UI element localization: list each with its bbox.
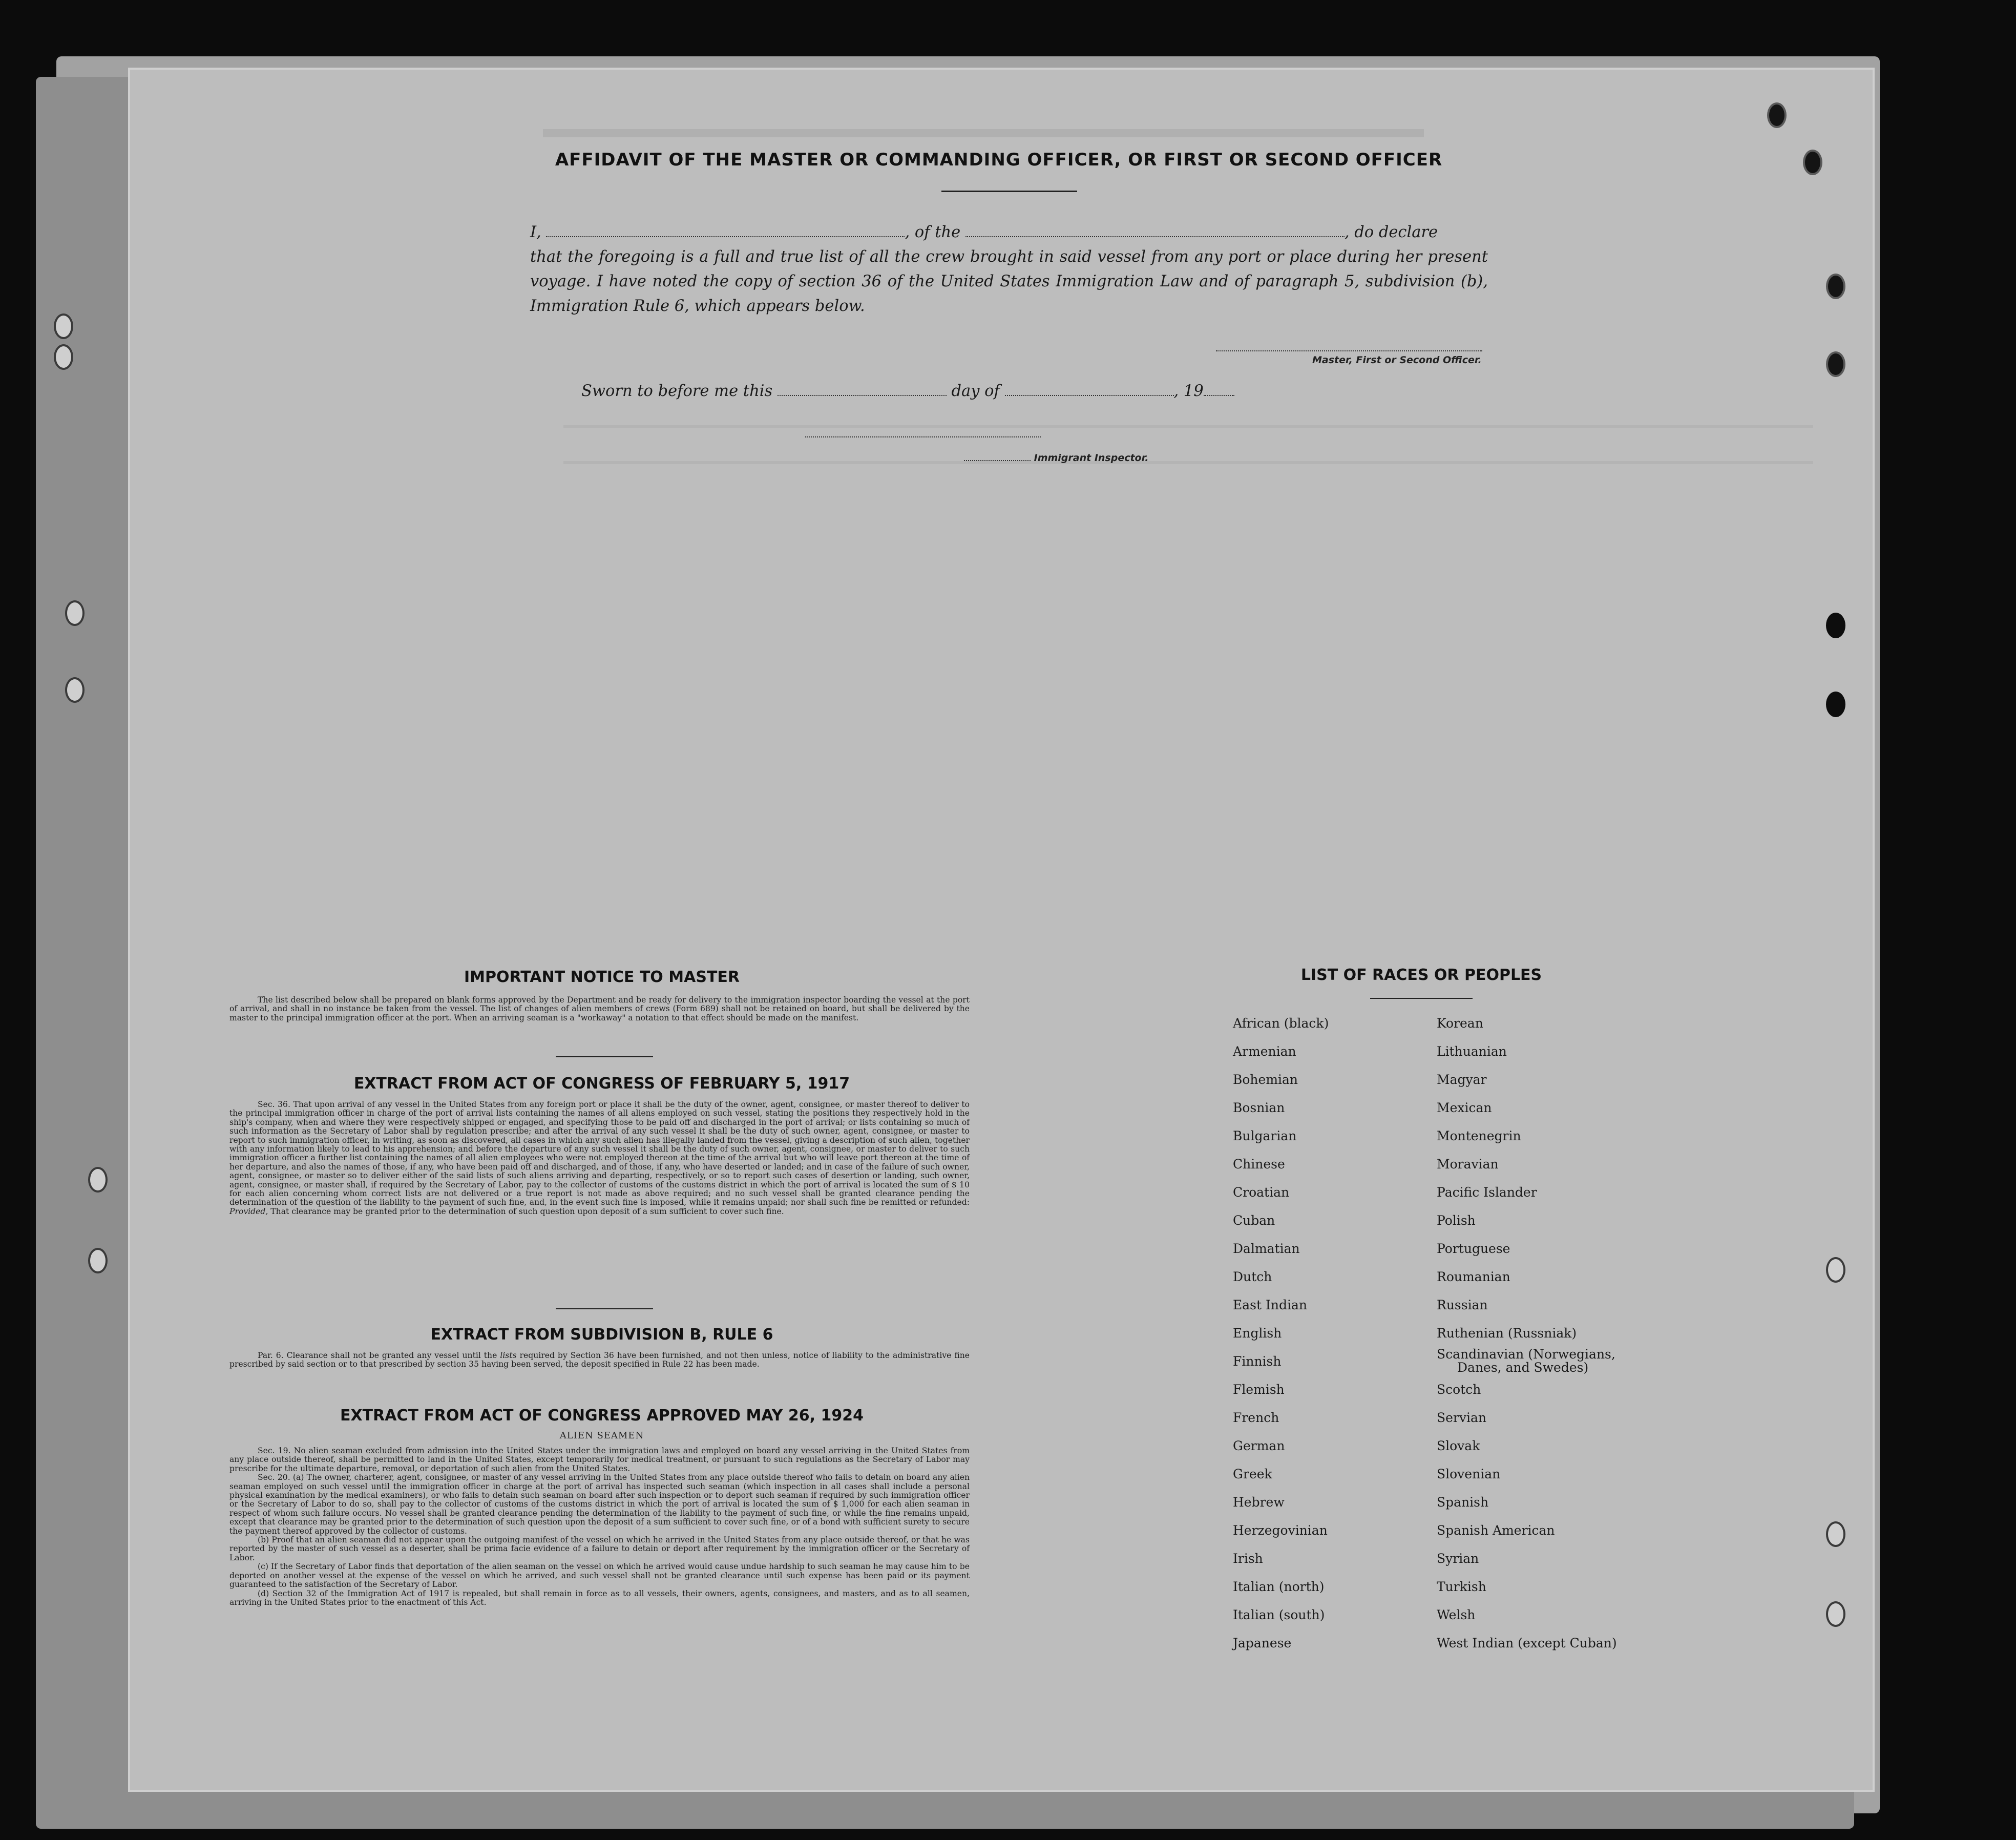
races-divider xyxy=(1370,998,1473,999)
act-1924-subtitle: ALIEN SEAMEN xyxy=(559,1430,644,1441)
race-item-continuation: Danes, and Swedes) xyxy=(1457,1360,1589,1375)
race-item: Welsh xyxy=(1437,1607,1476,1622)
binder-hole-ring xyxy=(54,313,73,339)
race-item: Servian xyxy=(1437,1410,1486,1425)
race-item: Italian (south) xyxy=(1233,1607,1325,1622)
act-1917-title: EXTRACT FROM ACT OF CONGRESS OF FEBRUARY 5, 1917 xyxy=(353,1075,850,1093)
sworn-month-field[interactable] xyxy=(1005,382,1174,396)
bleed-through-marks-2 xyxy=(563,425,1813,428)
race-item: Scandinavian (Norwegians, xyxy=(1437,1347,1615,1362)
race-item: Turkish xyxy=(1437,1579,1486,1594)
signature-label: Master, First or Second Officer. xyxy=(1312,354,1482,366)
sworn-year-field[interactable] xyxy=(1204,382,1234,396)
notice-divider xyxy=(556,1056,653,1057)
binder-hole-ring xyxy=(88,1167,108,1193)
race-item: Polish xyxy=(1437,1213,1476,1228)
act-1917-paragraph xyxy=(229,1100,970,1216)
notice-title: IMPORTANT NOTICE TO MASTER xyxy=(464,968,740,986)
binder-hole xyxy=(1803,150,1822,175)
binder-hole-ring xyxy=(65,600,85,626)
affidavit-statement: that the foregoing is a full and true list of all the crew brought in said vessel from any port or place during her present voyage. I have noted the copy of section 36 of the United States Immigration Law and of paragraph 5, subdivision (b), Immigration Rule 6, which appears below. xyxy=(530,248,1488,315)
rule-6-title: EXTRACT FROM SUBDIVISION B, RULE 6 xyxy=(430,1326,773,1344)
bleed-through-marks xyxy=(543,129,1424,137)
race-item: Hebrew xyxy=(1233,1495,1285,1510)
affidavit-body xyxy=(530,220,1488,319)
sworn-line xyxy=(581,382,1234,400)
race-item: Italian (north) xyxy=(1233,1579,1325,1594)
inspector-dot-leader xyxy=(964,452,1031,461)
races-list-right xyxy=(1437,1016,1703,1662)
binder-hole-ring xyxy=(88,1248,108,1273)
race-item: Korean xyxy=(1437,1016,1483,1031)
notice-text xyxy=(229,996,970,1022)
race-item: Scotch xyxy=(1437,1382,1481,1397)
act-1917-divider xyxy=(556,1308,653,1309)
sworn-day-field[interactable] xyxy=(778,382,947,396)
inspector-label xyxy=(964,452,1149,464)
act-1917-body: Sec. 36. That upon arrival of any vessel in the United States from any foreign port or place it shall be the duty of the owner, agent, consignee, or master thereof to deliver to the principal immigration officer in charge of the port of arrival lists containing the names of all aliens employed on such vessel, stating the positions they respectively hold in the ship's company, when and where they were respectively shipped or engaged, and specifying those to be paid off and discharged in the port of arrival; or lists containing so much of such information as the Secretary of Labor shall by regulation prescribe; and after the arrival of any such vessel it shall be the duty of such owner, agent, consignee, or master to report to such immigration officer, in writing, as soon as discovered, all cases in which any such alien has illegally landed from the vessel, giving a description of such alien, together with any information likely to lead to his apprehension; and before the departure of any such vessel it shall be the duty of such owner, agent, consignee, or master to deliver to such immigration officer a further list containing the names of all alien employees who were not employed thereon at the time of the arrival but who will leave port thereon at the time of her departure, and also the names of those, if any, who have been paid off and discharged, and of those, if any, who have deserted or landed; and in case of the failure of such owner, agent, consignee, or master so to deliver either of the said lists of such aliens arriving and departing, respectively, or so to report such cases of desertion or landing, such owner, agent, consignee, or master shall, if required by the Secretary of Labor, pay to the collector of customs of the customs district in which the port of arrival is located the sum of $ 10 for each alien concerning whom correct lists are not delivered or a true report is not made as above required; and no such vessel shall be granted clearance pending the determination of the question of the liability to the payment of such fine, and, in the event such fine is imposed, while it remains unpaid; nor shall such fine be remitted or refunded: xyxy=(229,1100,970,1207)
act-1924-sec20a: Sec. 20. (a) The owner, charterer, agent, consignee, or master of any vessel arriving in the United States from any place outside thereof who fails to detain on board any alien seaman employed on such vessel until the immigration officer in charge at the port of arrival has inspected such seaman (which inspection in all cases shall include a personal physical examination by the medical examiners), or who fails to detain such seaman on board after such inspection or to deport such seaman if required by such immigration officer or the Secretary of Labor to do so, shall pay to the collector of customs of the customs district in which the port of arrival is located the sum of $ 1,000 for each alien seaman in respect of whom such failure occurs. No vessel shall be granted clearance pending the determination of the liability to the payment of such fine, or while the fine remains unpaid, except that clearance may be granted prior to the determination of such question upon the deposit of a sum sufficient to cover such fine, or of a bond with sufficient surety to secure the payment thereof approved by the collector of customs. xyxy=(229,1473,970,1536)
sworn-prefix: Sworn to before me this xyxy=(581,382,773,400)
race-item: African (black) xyxy=(1233,1016,1329,1031)
affidavit-do-declare: , do declare xyxy=(1344,223,1438,241)
race-item: Armenian xyxy=(1233,1044,1296,1059)
binder-hole xyxy=(1826,274,1845,299)
act-1924-sec20c: (c) If the Secretary of Labor finds that deportation of the alien seaman on the vessel on which he arrived would cause undue hardship to such seaman he may cause him to be deported on another vessel at the expense of the vessel on which he arrived, and such vessel shall not be granted clearance until such expense has been paid or its payment guaranteed to the satisfaction of the Secretary of Labor. xyxy=(229,1562,970,1590)
notice-paragraph: The list described below shall be prepared on blank forms approved by the Department and be ready for delivery to the immigration inspector boarding the vessel at the port of arrival, and shall in no instance be taken from the vessel. The list of changes of alien members of crews (Form 689) shall not be retained on board, but shall be delivered by the master to the principal immigration officer at the port. When an arriving seaman is a "workaway" a notation to that effect should be made on the manifest. xyxy=(229,995,970,1022)
race-item: Russian xyxy=(1437,1298,1488,1312)
inspector-label-text: Immigrant Inspector. xyxy=(1034,452,1149,464)
race-item: Moravian xyxy=(1437,1157,1499,1172)
rule-6-paragraph xyxy=(229,1351,970,1369)
races-title: LIST OF RACES OR PEOPLES xyxy=(1300,966,1542,984)
vessel-blank-field[interactable] xyxy=(965,223,1345,237)
race-item: English xyxy=(1233,1326,1282,1341)
race-item: French xyxy=(1233,1410,1279,1425)
title-divider xyxy=(941,191,1077,192)
race-item: Bohemian xyxy=(1233,1072,1298,1087)
affidavit-title: AFFIDAVIT OF THE MASTER OR COMMANDING OFFICER, OR FIRST OR SECOND OFFICER xyxy=(555,150,1443,170)
race-item: Dalmatian xyxy=(1233,1241,1300,1256)
act-1924-text xyxy=(229,1447,970,1607)
race-item: Mexican xyxy=(1437,1100,1492,1115)
inspector-signature-line[interactable] xyxy=(805,436,1041,437)
binder-hole xyxy=(1767,102,1787,128)
race-item: Pacific Islander xyxy=(1437,1185,1537,1200)
race-item: Syrian xyxy=(1437,1551,1479,1566)
race-item: Ruthenian (Russniak) xyxy=(1437,1326,1577,1341)
act-1924-sec19: Sec. 19. No alien seaman excluded from admission into the United States under the immigration laws and employed on board any vessel arriving in the United States from any place outside thereof, shall be permitted to land in the United States, except temporarily for medical treatment, or pursuant to such regulations as the Secretary of Labor may prescribe for the ultimate departure, removal, or deportation of such alien from the United States. xyxy=(229,1446,970,1473)
affidavit-i-label: I, xyxy=(530,223,541,241)
binder-hole xyxy=(1826,613,1845,638)
race-item: Flemish xyxy=(1233,1382,1285,1397)
race-item: Dutch xyxy=(1233,1269,1272,1284)
act-1917-provided: Provided, xyxy=(229,1206,268,1216)
binder-hole-ring xyxy=(54,344,73,370)
race-item: Irish xyxy=(1233,1551,1263,1566)
race-item: Herzegovinian xyxy=(1233,1523,1328,1538)
bleed-through-marks-3 xyxy=(563,461,1813,464)
act-1924-sec20d: (d) Section 32 of the Immigration Act of 1917 is repealed, but shall remain in force as to all vessels, their owners, agents, consignees, and masters, and as to all seamen, arriving in the United States prior to the enactment of this Act. xyxy=(229,1588,970,1607)
race-item: Slovenian xyxy=(1437,1467,1501,1481)
sworn-year-prefix: , 19 xyxy=(1173,382,1204,400)
sworn-day-of: day of xyxy=(951,382,1000,400)
race-item: Finnish xyxy=(1233,1354,1282,1369)
race-item: German xyxy=(1233,1438,1285,1453)
binder-hole-ring xyxy=(1826,1601,1845,1627)
race-item: Cuban xyxy=(1233,1213,1275,1228)
race-item: Spanish American xyxy=(1437,1523,1555,1538)
race-item: Bosnian xyxy=(1233,1100,1285,1115)
race-item: Magyar xyxy=(1437,1072,1487,1087)
race-item: Roumanian xyxy=(1437,1269,1510,1284)
races-list-left xyxy=(1233,1016,1427,1662)
race-item: Bulgarian xyxy=(1233,1128,1297,1143)
act-1924-sec20b: (b) Proof that an alien seaman did not appear upon the outgoing manifest of the vessel on which he arrived in the United States from any place outside thereof, or that he was reported by the master of such vessel as a deserter, shall be prima facie evidence of a failure to detain or deport after requirement by the immigration officer or the Secretary of Labor. xyxy=(229,1535,970,1562)
race-item: West Indian (except Cuban) xyxy=(1437,1636,1617,1650)
race-item: Montenegrin xyxy=(1437,1128,1521,1143)
affidavit-of-the: , of the xyxy=(905,223,961,241)
act-1917-body-end: That clearance may be granted prior to the determination of such question upon deposit of a sum sufficient to cover such fine. xyxy=(270,1206,784,1216)
rule-6-lists: lists xyxy=(500,1351,517,1360)
race-item: Lithuanian xyxy=(1437,1044,1507,1059)
race-item: Japanese xyxy=(1233,1636,1292,1650)
binder-hole xyxy=(1826,692,1845,717)
race-item: Spanish xyxy=(1437,1495,1489,1510)
race-item: East Indian xyxy=(1233,1298,1307,1312)
race-item: Slovak xyxy=(1437,1438,1480,1453)
name-blank-field[interactable] xyxy=(546,223,905,237)
race-item: Portuguese xyxy=(1437,1241,1510,1256)
binder-hole-ring xyxy=(65,677,85,703)
binder-hole-ring xyxy=(1826,1521,1845,1547)
binder-hole xyxy=(1826,351,1845,377)
act-1917-text xyxy=(229,1100,970,1216)
act-1924-title: EXTRACT FROM ACT OF CONGRESS APPROVED MAY 26, 1924 xyxy=(340,1407,864,1425)
race-item: Chinese xyxy=(1233,1157,1285,1172)
race-item: Croatian xyxy=(1233,1185,1290,1200)
rule-6-text xyxy=(229,1351,970,1369)
race-item: Greek xyxy=(1233,1467,1272,1481)
rule-6-body-b: required by Section 36 have been furnished, and not then unless, notice of liability to the administrative fine prescribed by said section or to that prescribed by section 35 having been served, the deposit specified in Rule 22 has been made. xyxy=(229,1351,970,1369)
binder-hole-ring xyxy=(1826,1257,1845,1283)
rule-6-body-a: Par. 6. Clearance shall not be granted any vessel until the xyxy=(258,1351,497,1360)
signature-line[interactable] xyxy=(1216,350,1482,351)
